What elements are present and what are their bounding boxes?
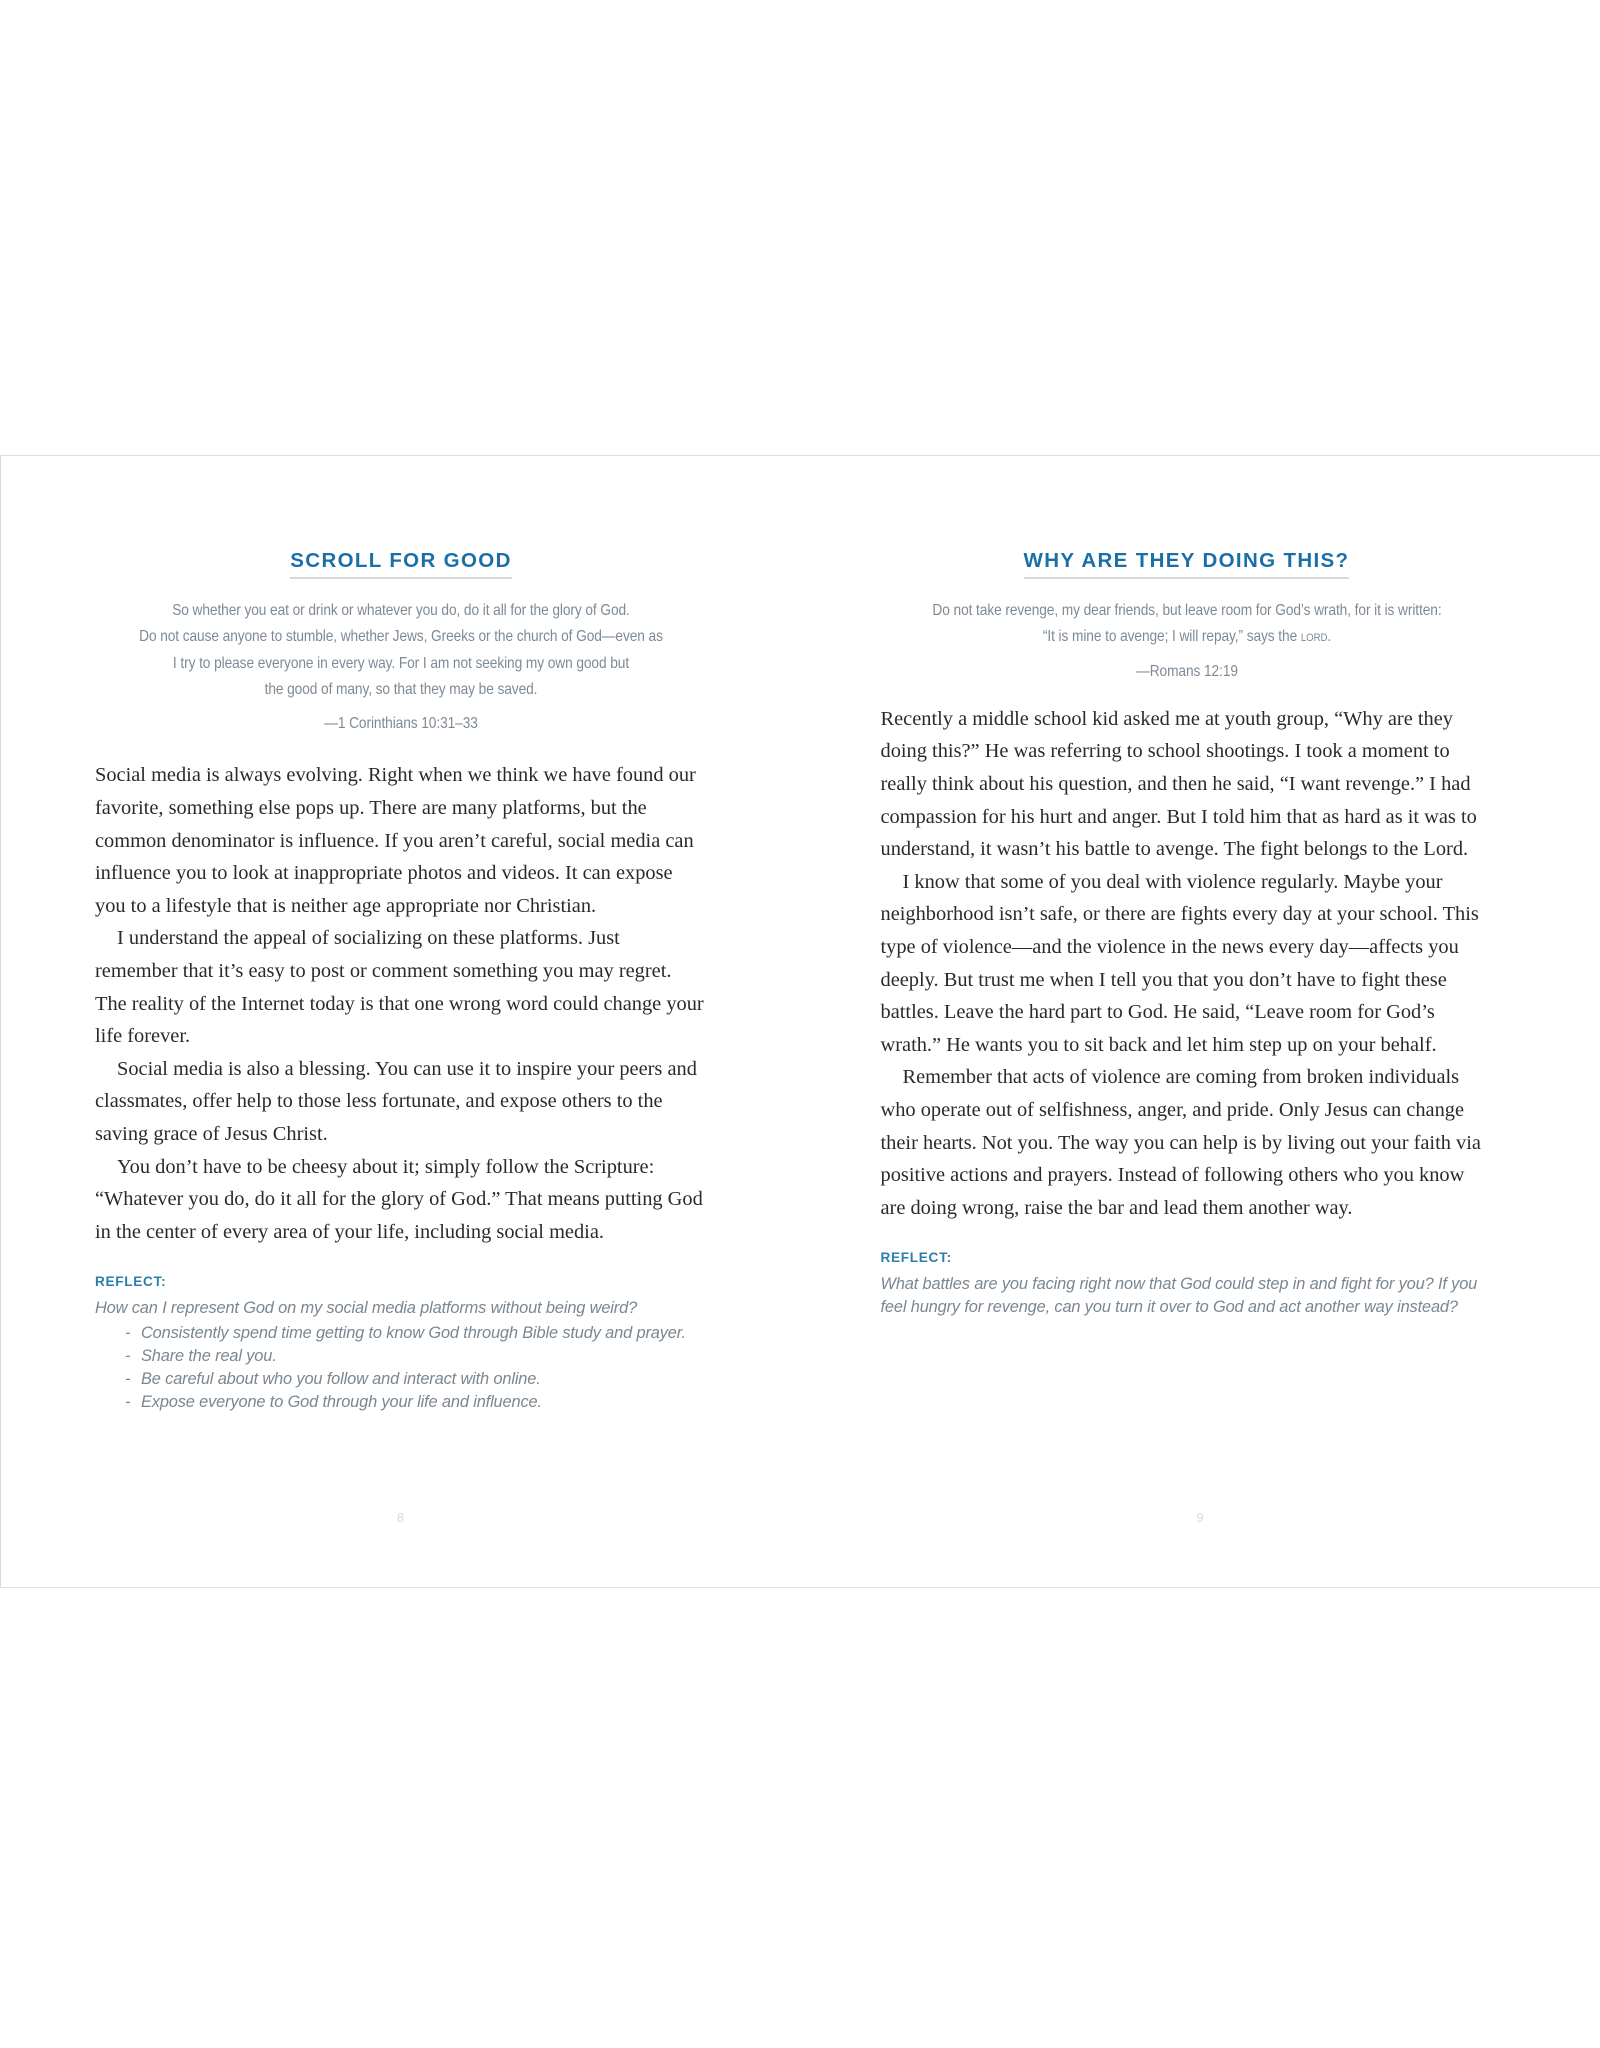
paragraph: Social media is always evolving. Right when we think we have found our favorite, something else pops up. There are many platforms, but the common denominator is influence. If you aren’t careful, social media can influence you to look at inappropriate photos and videos. It can expose you to a lifestyle that is neither age appropriate nor Christian. — [95, 764, 696, 917]
scripture-line: the good of many, so that they may be saved. — [264, 680, 538, 698]
scripture-line: “It is mine to avenge; I will repay,” says the lord. — [1042, 628, 1331, 646]
list-item: - Expose everyone to God through your life and influence. — [125, 1391, 707, 1414]
scripture-reference: —1 Corinthians 10:31–33 — [324, 715, 478, 733]
paragraph: You don’t have to be cheesy about it; simply follow the Scripture: “Whatever you do, do it all for the glory of God.” That means putting God in the center of every area of your life, including social media. — [95, 1155, 703, 1243]
scripture-block — [132, 598, 671, 737]
list-item: - Share the real you. — [125, 1345, 707, 1368]
body-copy — [95, 759, 707, 1248]
body-copy — [881, 703, 1493, 1225]
page-left-content — [95, 456, 707, 1587]
page-number-left: 8 — [397, 1511, 405, 1525]
chapter-title-container — [881, 549, 1493, 579]
reflect-section — [881, 1250, 1493, 1319]
reflect-section — [95, 1274, 707, 1414]
page-title: WHY ARE THEY DOING THIS? — [1024, 549, 1350, 579]
scripture-line: So whether you eat or drink or whatever you do, do it all for the glory of God. — [172, 602, 630, 619]
list-item: - Be careful about who you follow and interact with online. — [125, 1368, 707, 1391]
paragraph: Social media is also a blessing. You can use it to inspire your peers and classmates, offer help to those less fortunate, and expose others to the saving grace of Jesus Christ. — [95, 1057, 697, 1146]
page-number-right: 9 — [1196, 1511, 1204, 1525]
paragraph: I understand the appeal of socializing on these platforms. Just remember that it’s easy to post or comment something you may regret. The reality of the Internet today is that one wrong word could change your life forever. — [95, 927, 704, 1048]
page-right — [801, 456, 1600, 1587]
page-left — [1, 456, 801, 1587]
reflect-label: REFLECT: — [95, 1274, 167, 1290]
paragraph: Recently a middle school kid asked me at youth group, “Why are they doing this?” He was referring to school shootings. I took a moment to really think about his question, and then he said, “I want revenge.” I had compassion for his hurt and anger. But I told him that as hard as it was to understand, it wasn’t his battle to avenge. The fight belongs to the Lord. — [880, 707, 1477, 861]
scripture-block — [917, 598, 1456, 685]
scripture-reference: —Romans 12:19 — [1135, 662, 1238, 680]
reflect-question: How can I represent God on my social media platforms without being weird? — [95, 1299, 638, 1318]
page-title: SCROLL FOR GOOD — [290, 549, 511, 579]
scripture-line: Do not take revenge, my dear friends, but leave room for God’s wrath, for it is written: — [931, 602, 1442, 619]
lord-smallcaps: lord — [1300, 628, 1327, 646]
paragraph: Remember that acts of violence are coming from broken individuals who operate out of selfishness, anger, and pride. Only Jesus can change their hearts. Not you. The way you can help is by living out your faith via positive actions and prayers. Instead of following others who you know are doing wrong, raise the bar and lead them another way. — [880, 1066, 1481, 1219]
paragraph: I know that some of you deal with violence regularly. Maybe your neighborhood isn’t safe, or there are fights every day at your school. This type of violence—and the violence in the news every day—affects you deeply. But trust me when I tell you that you don’t have to fight these battles. Leave the hard part to God. He said, “Leave room for God’s wrath.” He wants you to sit back and let him step up on your behalf. — [880, 870, 1479, 1056]
book-spread — [0, 455, 1600, 1588]
reflect-list — [95, 1322, 707, 1414]
scripture-line: Do not cause anyone to stumble, whether Jews, Greeks or the church of God—even as — [139, 628, 663, 646]
chapter-title-container — [95, 549, 707, 579]
reflect-label: REFLECT: — [880, 1250, 952, 1266]
list-item: - Consistently spend time getting to know God through Bible study and prayer. — [125, 1322, 707, 1345]
reflect-question: What battles are you facing right now that God could step in and fight for you? If you feel hungry for revenge, can you turn it over to God and act another way instead? — [880, 1275, 1478, 1317]
page-right-content — [881, 456, 1493, 1587]
scripture-line: I try to please everyone in every way. For I am not seeking my own good but — [172, 654, 630, 672]
